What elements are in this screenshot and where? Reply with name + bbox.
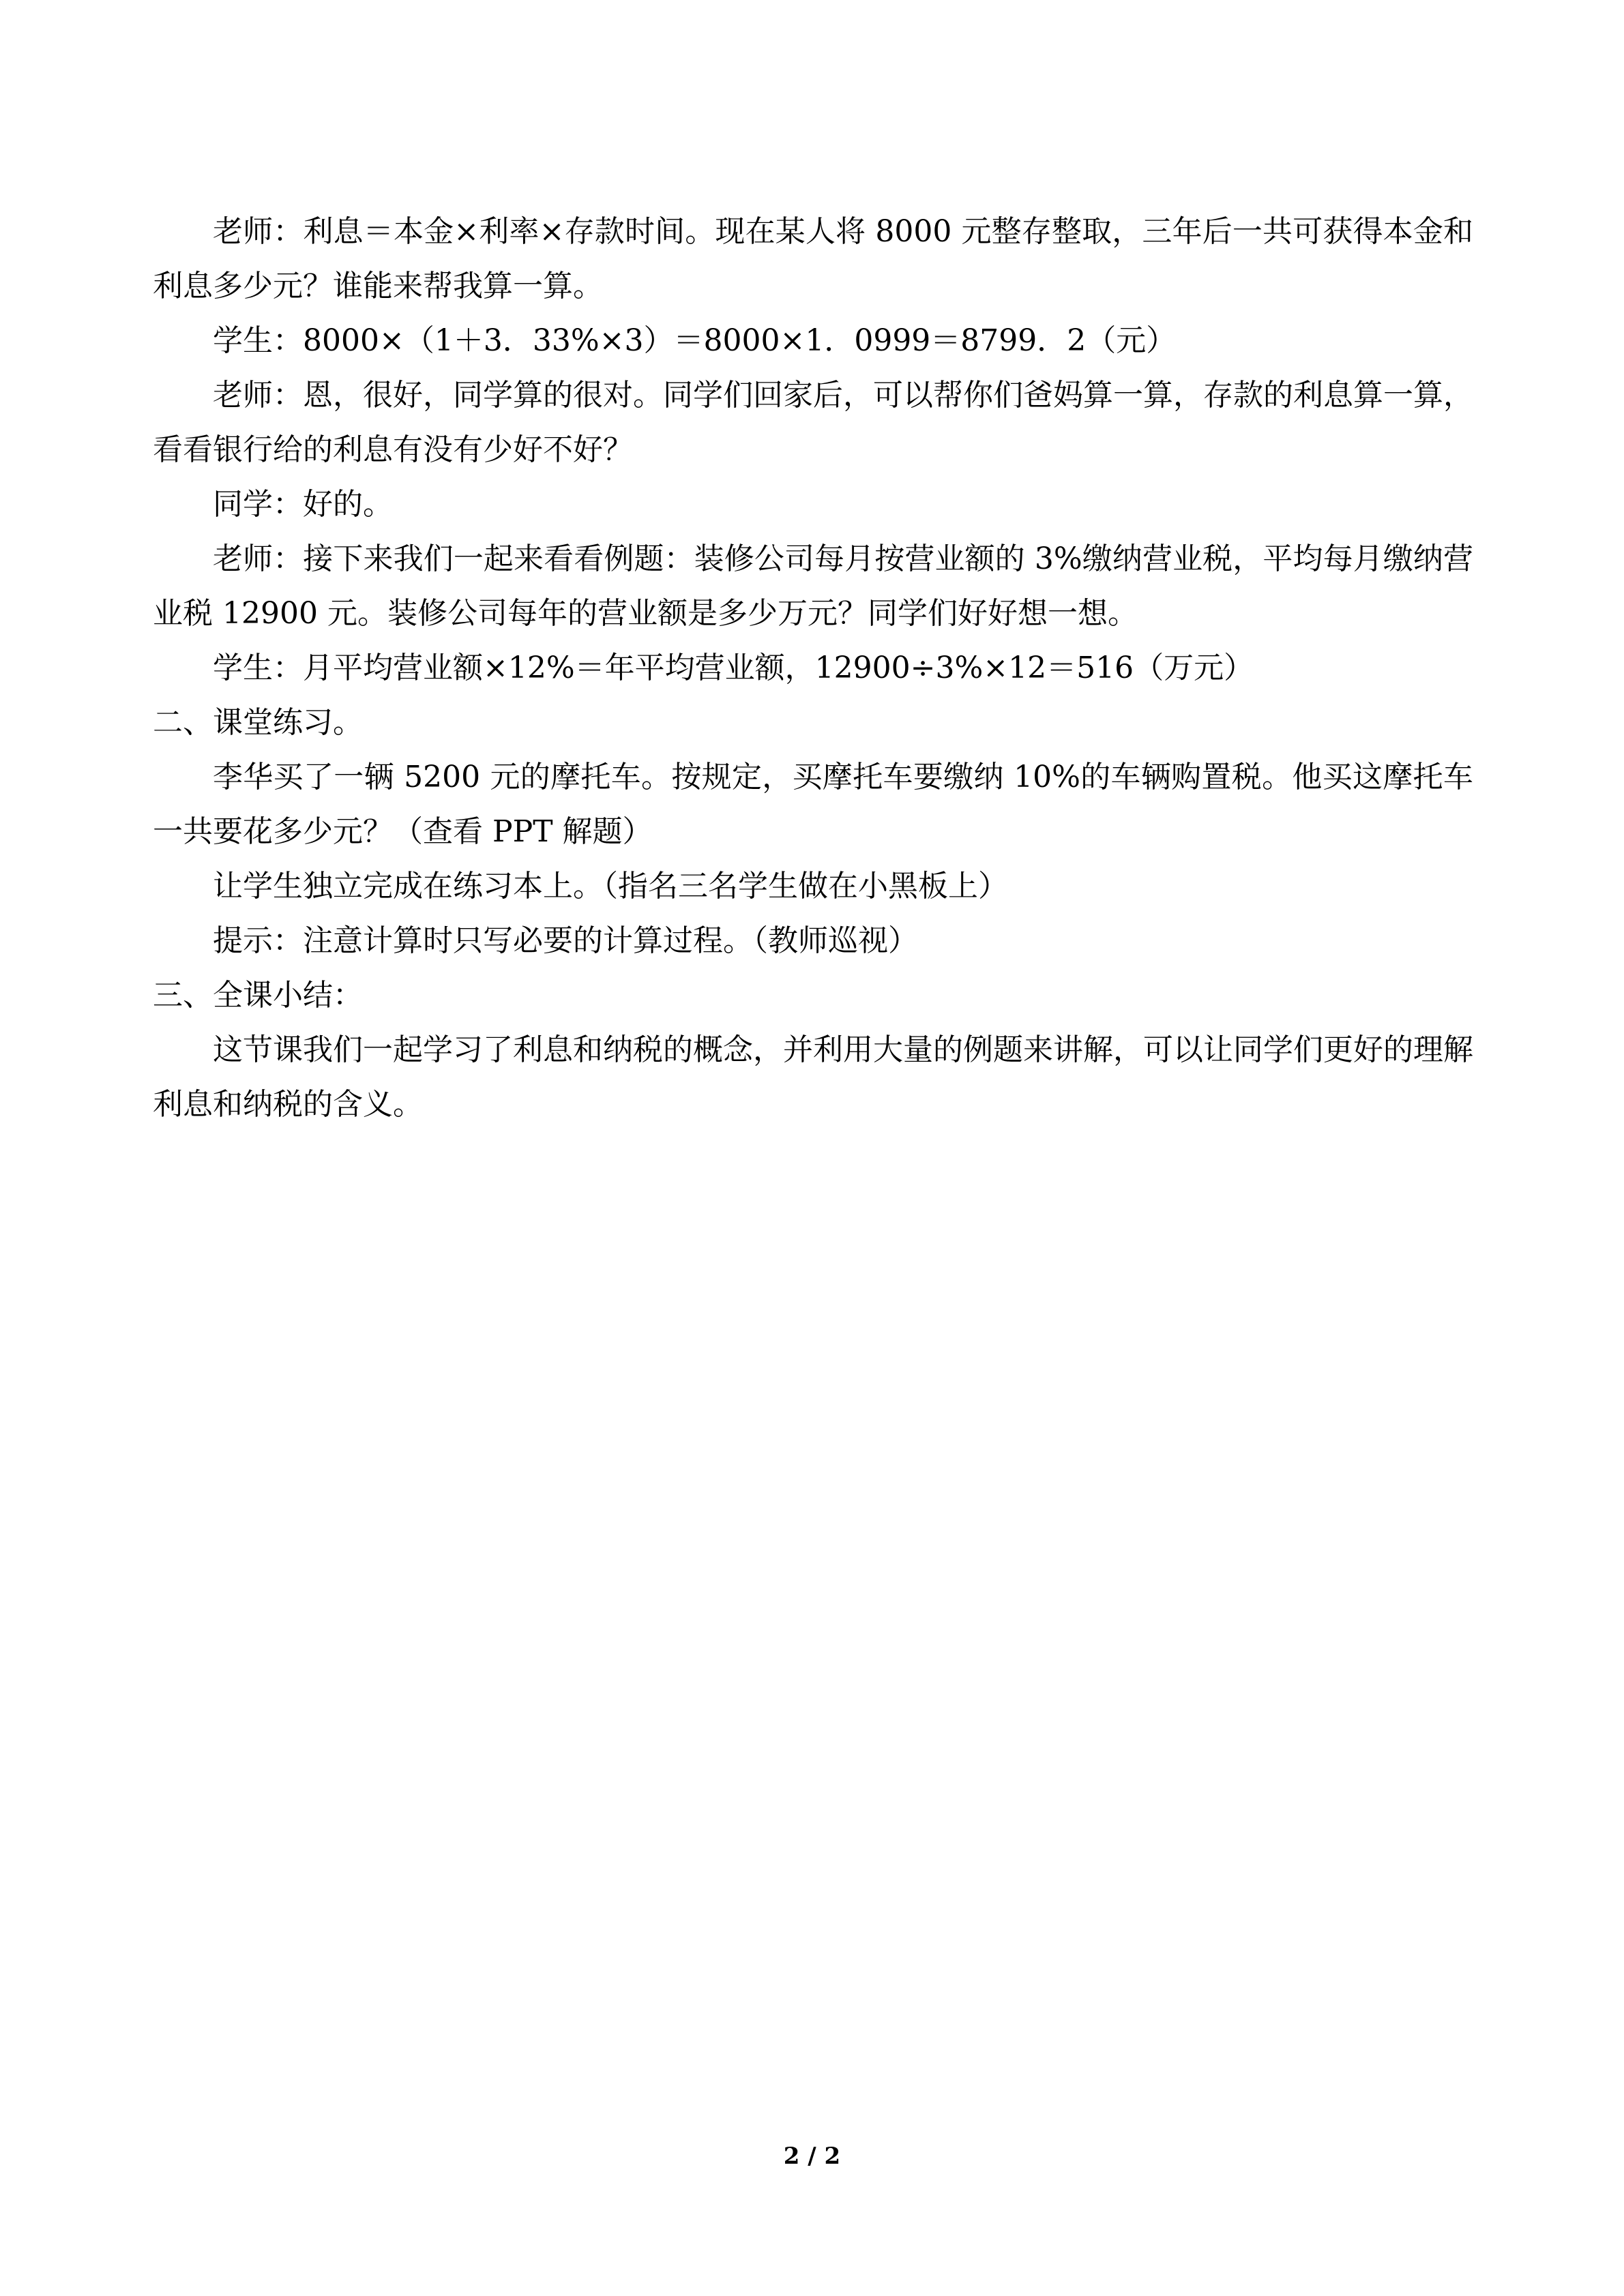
paragraph-student-calculation: 学生：8000×（1＋3．33%×3）＝8000×1．0999＝8799．2（元）: [213, 323, 1177, 358]
paragraph-summary: 这节课我们一起学习了利息和纳税的概念，并利用大量的例题来讲解，可以让同学们更好的理解利息和纳税的含义。: [153, 1032, 1473, 1122]
paragraph-practice-problem: 李华买了一辆 5200 元的摩托车。按规定，买摩托车要缴纳 10%的车辆购置税。他买这摩托车一共要花多少元？（查看 PPT 解题）: [153, 760, 1473, 849]
page-number: 2 / 2: [783, 2143, 841, 2170]
paragraph-teacher-interest-formula: 老师：利息＝本金×利率×存款时间。现在某人将 8000 元整存整取，三年后一共可获得本金和利息多少元？谁能来帮我算一算。: [153, 214, 1473, 303]
paragraph-student-reply: 同学：好的。: [213, 487, 393, 522]
paragraph-teacher-example: 老师：接下来我们一起来看看例题：装修公司每月按营业额的 3%缴纳营业税，平均每月缴纳营业税 12900 元。装修公司每年的营业额是多少万元？同学们好好想一想。: [153, 541, 1473, 631]
section-heading-summary: 三、全课小结：: [153, 978, 363, 1013]
paragraph-student-example-answer: 学生：月平均营业额×12%＝年平均营业额，12900÷3%×12＝516（万元）: [213, 651, 1254, 685]
document-body: [153, 205, 1473, 1132]
paragraph-practice-hint: 提示：注意计算时只写必要的计算过程。（教师巡视）: [213, 923, 918, 958]
section-heading-practice: 二、课堂练习。: [153, 705, 363, 740]
paragraph-practice-instruction: 让学生独立完成在练习本上。（指名三名学生做在小黑板上）: [213, 869, 1008, 904]
paragraph-teacher-praise: 老师：恩，很好，同学算的很对。同学们回家后，可以帮你们爸妈算一算，存款的利息算一算，看看银行给的利息有没有少好不好？: [153, 378, 1473, 467]
